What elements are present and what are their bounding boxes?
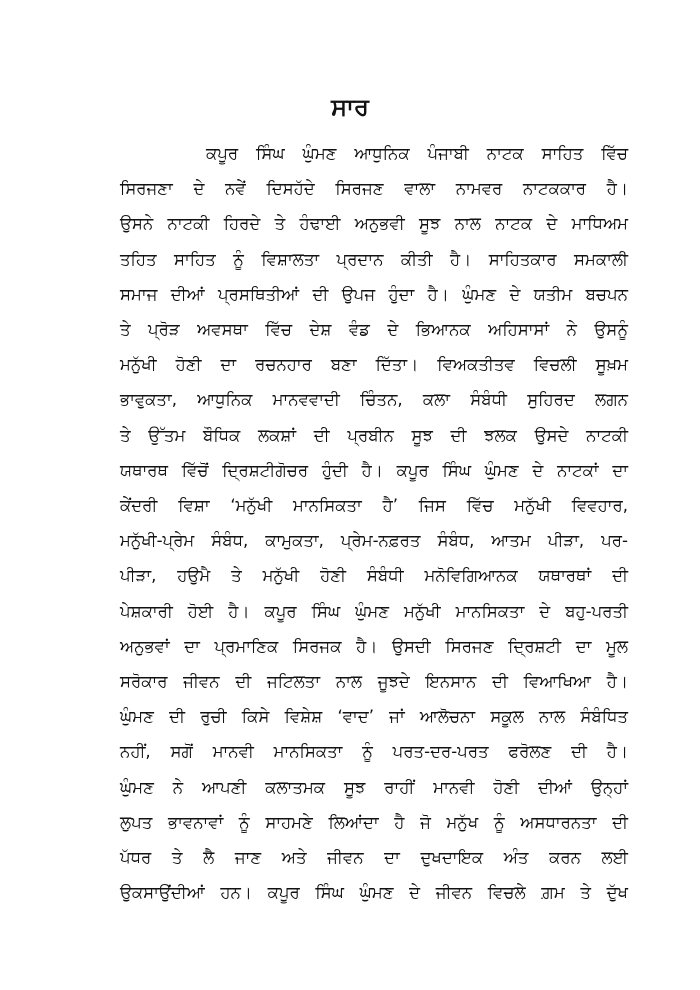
paragraph-line: ਮਨੁੱਖੀ ਹੋਣੀ ਦਾ ਰਚਨਹਾਰ ਬਣਾ ਦਿੱਤਾ। ਵਿਅਕਤੀਤਵ ਵਿਚਲੀ ਸੂਖ਼ਮ bbox=[120, 355, 628, 375]
paragraph-line: ਘੁੰਮਣ ਦੀ ਰੁਚੀ ਕਿਸੇ ਵਿਸ਼ੇਸ਼ ‘ਵਾਦ’ ਜਾਂ ਆਲੋਚਨਾ ਸਕੂਲ ਨਾਲ ਸੰਬੰਧਿਤ bbox=[120, 707, 628, 727]
paragraph-line: ਉਸਨੇ ਨਾਟਕੀ ਹਿਰਦੇ ਤੇ ਹੰਢਾਈ ਅਨੁਭਵੀ ਸੂਝ ਨਾਲ ਨਾਟਕ ਦੇ ਮਾਧਿਅਮ bbox=[120, 214, 628, 234]
page-title: ਸਾਰ bbox=[331, 93, 369, 121]
paragraph-line: ਯਥਾਰਥ ਵਿੱਚੋਂ ਦ੍ਰਿਸ਼ਟੀਗੋਚਰ ਹੁੰਦੀ ਹੈ। ਕਪੂਰ ਸਿੰਘ ਘੁੰਮਣ ਦੇ ਨਾਟਕਾਂ ਦਾ bbox=[120, 460, 628, 480]
paragraph-line: ਤੇ ਪ੍ਰੋੜ ਅਵਸਥਾ ਵਿੱਚ ਦੇਸ਼ ਵੰਡ ਦੇ ਭਿਆਨਕ ਅਹਿਸਾਸਾਂ ਨੇ ਉਸਨੂੰ bbox=[120, 320, 628, 340]
paragraph-line: ਪੱਧਰ ਤੇ ਲੈ ਜਾਣ ਅਤੇ ਜੀਵਨ ਦਾ ਦੁਖਦਾਇਕ ਅੰਤ ਕਰਨ ਲਈ bbox=[120, 848, 628, 868]
paragraph-line: ਉਕਸਾਉਂਦੀਆਂ ਹਨ। ਕਪੂਰ ਸਿੰਘ ਘੁੰਮਣ ਦੇ ਜੀਵਨ ਵਿਚਲੇ ਗ਼ਮ ਤੇ ਦੁੱਖ bbox=[120, 883, 628, 903]
paragraph-line: ਮਨੁੱਖੀ-ਪ੍ਰੇਮ ਸੰਬੰਧ, ਕਾਮੁਕਤਾ, ਪ੍ਰੇਮ-ਨਫ਼ਰਤ ਸੰਬੰਧ, ਆਤਮ ਪੀੜਾ, ਪਰ- bbox=[120, 531, 628, 551]
paragraph-line: ਭਾਵੁਕਤਾ, ਆਧੁਨਿਕ ਮਾਨਵਵਾਦੀ ਚਿੰਤਨ, ਕਲਾ ਸੰਬੰਧੀ ਸੁਹਿਰਦ ਲਗਨ bbox=[120, 390, 628, 410]
paragraph-line: ਪੀੜਾ, ਹਉਮੈ ਤੇ ਮਨੁੱਖੀ ਹੋਣੀ ਸੰਬੰਧੀ ਮਨੋਵਿਗਿਆਨਕ ਯਥਾਰਥਾਂ ਦੀ bbox=[120, 566, 628, 586]
paragraph-line: ਸਿਰਜਣਾ ਦੇ ਨਵੇਂ ਦਿਸਹੱਦੇ ਸਿਰਜਣ ਵਾਲਾ ਨਾਮਵਰ ਨਾਟਕਕਾਰ ਹੈ। bbox=[120, 179, 628, 199]
paragraph-line: ਸਰੋਕਾਰ ਜੀਵਨ ਦੀ ਜਟਿਲਤਾ ਨਾਲ ਜੂਝਦੇ ਇਨਸਾਨ ਦੀ ਵਿਆਖਿਆ ਹੈ। bbox=[120, 672, 628, 692]
paragraph-line: ਪੇਸ਼ਕਾਰੀ ਹੋਈ ਹੈ। ਕਪੂਰ ਸਿੰਘ ਘੁੰਮਣ ਮਨੁੱਖੀ ਮਾਨਸਿਕਤਾ ਦੇ ਬਹੁ-ਪਰਤੀ bbox=[120, 601, 628, 621]
paragraph-line: ਘੁੰਮਣ ਨੇ ਆਪਣੀ ਕਲਾਤਮਕ ਸੂਝ ਰਾਹੀਂ ਮਾਨਵੀ ਹੋਣੀ ਦੀਆਂ ਉਨ੍ਹਾਂ bbox=[120, 777, 628, 797]
paragraph-line: ਤੇ ਉੱਤਮ ਬੌਧਿਕ ਲਕਸ਼ਾਂ ਦੀ ਪ੍ਰਬੀਨ ਸੂਝ ਦੀ ਝਲਕ ਉਸਦੇ ਨਾਟਕੀ bbox=[120, 425, 628, 445]
abstract-paragraph bbox=[120, 136, 628, 910]
paragraph-line: ਅਨੁਭਵਾਂ ਦਾ ਪ੍ਰਮਾਣਿਕ ਸਿਰਜਕ ਹੈ। ਉਸਦੀ ਸਿਰਜਣ ਦ੍ਰਿਸ਼ਟੀ ਦਾ ਮੂਲ bbox=[120, 636, 628, 656]
paragraph-line: ਕਪੂਰ ਸਿੰਘ ਘੁੰਮਣ ਆਧੁਨਿਕ ਪੰਜਾਬੀ ਨਾਟਕ ਸਾਹਿਤ ਵਿੱਚ bbox=[206, 144, 628, 163]
paragraph-line: ਤਹਿਤ ਸਾਹਿਤ ਨੂੰ ਵਿਸ਼ਾਲਤਾ ਪ੍ਰਦਾਨ ਕੀਤੀ ਹੈ। ਸਾਹਿਤਕਾਰ ਸਮਕਾਲੀ bbox=[120, 249, 628, 269]
paragraph-line: ਸਮਾਜ ਦੀਆਂ ਪ੍ਰਸਥਿਤੀਆਂ ਦੀ ਉਪਜ ਹੁੰਦਾ ਹੈ। ਘੁੰਮਣ ਦੇ ਯਤੀਮ ਬਚਪਨ bbox=[120, 284, 628, 304]
paragraph-line: ਨਹੀਂ, ਸਗੋਂ ਮਾਨਵੀ ਮਾਨਸਿਕਤਾ ਨੂੰ ਪਰਤ-ਦਰ-ਪਰਤ ਫਰੋਲਣ ਦੀ ਹੈ। bbox=[120, 742, 628, 762]
paragraph-line: ਕੇਂਦਰੀ ਵਿਸ਼ਾ ‘ਮਨੁੱਖੀ ਮਾਨਸਿਕਤਾ ਹੈ’ ਜਿਸ ਵਿੱਚ ਮਨੁੱਖੀ ਵਿਵਹਾਰ, bbox=[120, 496, 628, 516]
paragraph-line: ਲੁਪਤ ਭਾਵਨਾਵਾਂ ਨੂੰ ਸਾਹਮਣੇ ਲਿਆਂਦਾ ਹੈ ਜੋ ਮਨੁੱਖ ਨੂੰ ਅਸਧਾਰਨਤਾ ਦੀ bbox=[120, 812, 628, 832]
